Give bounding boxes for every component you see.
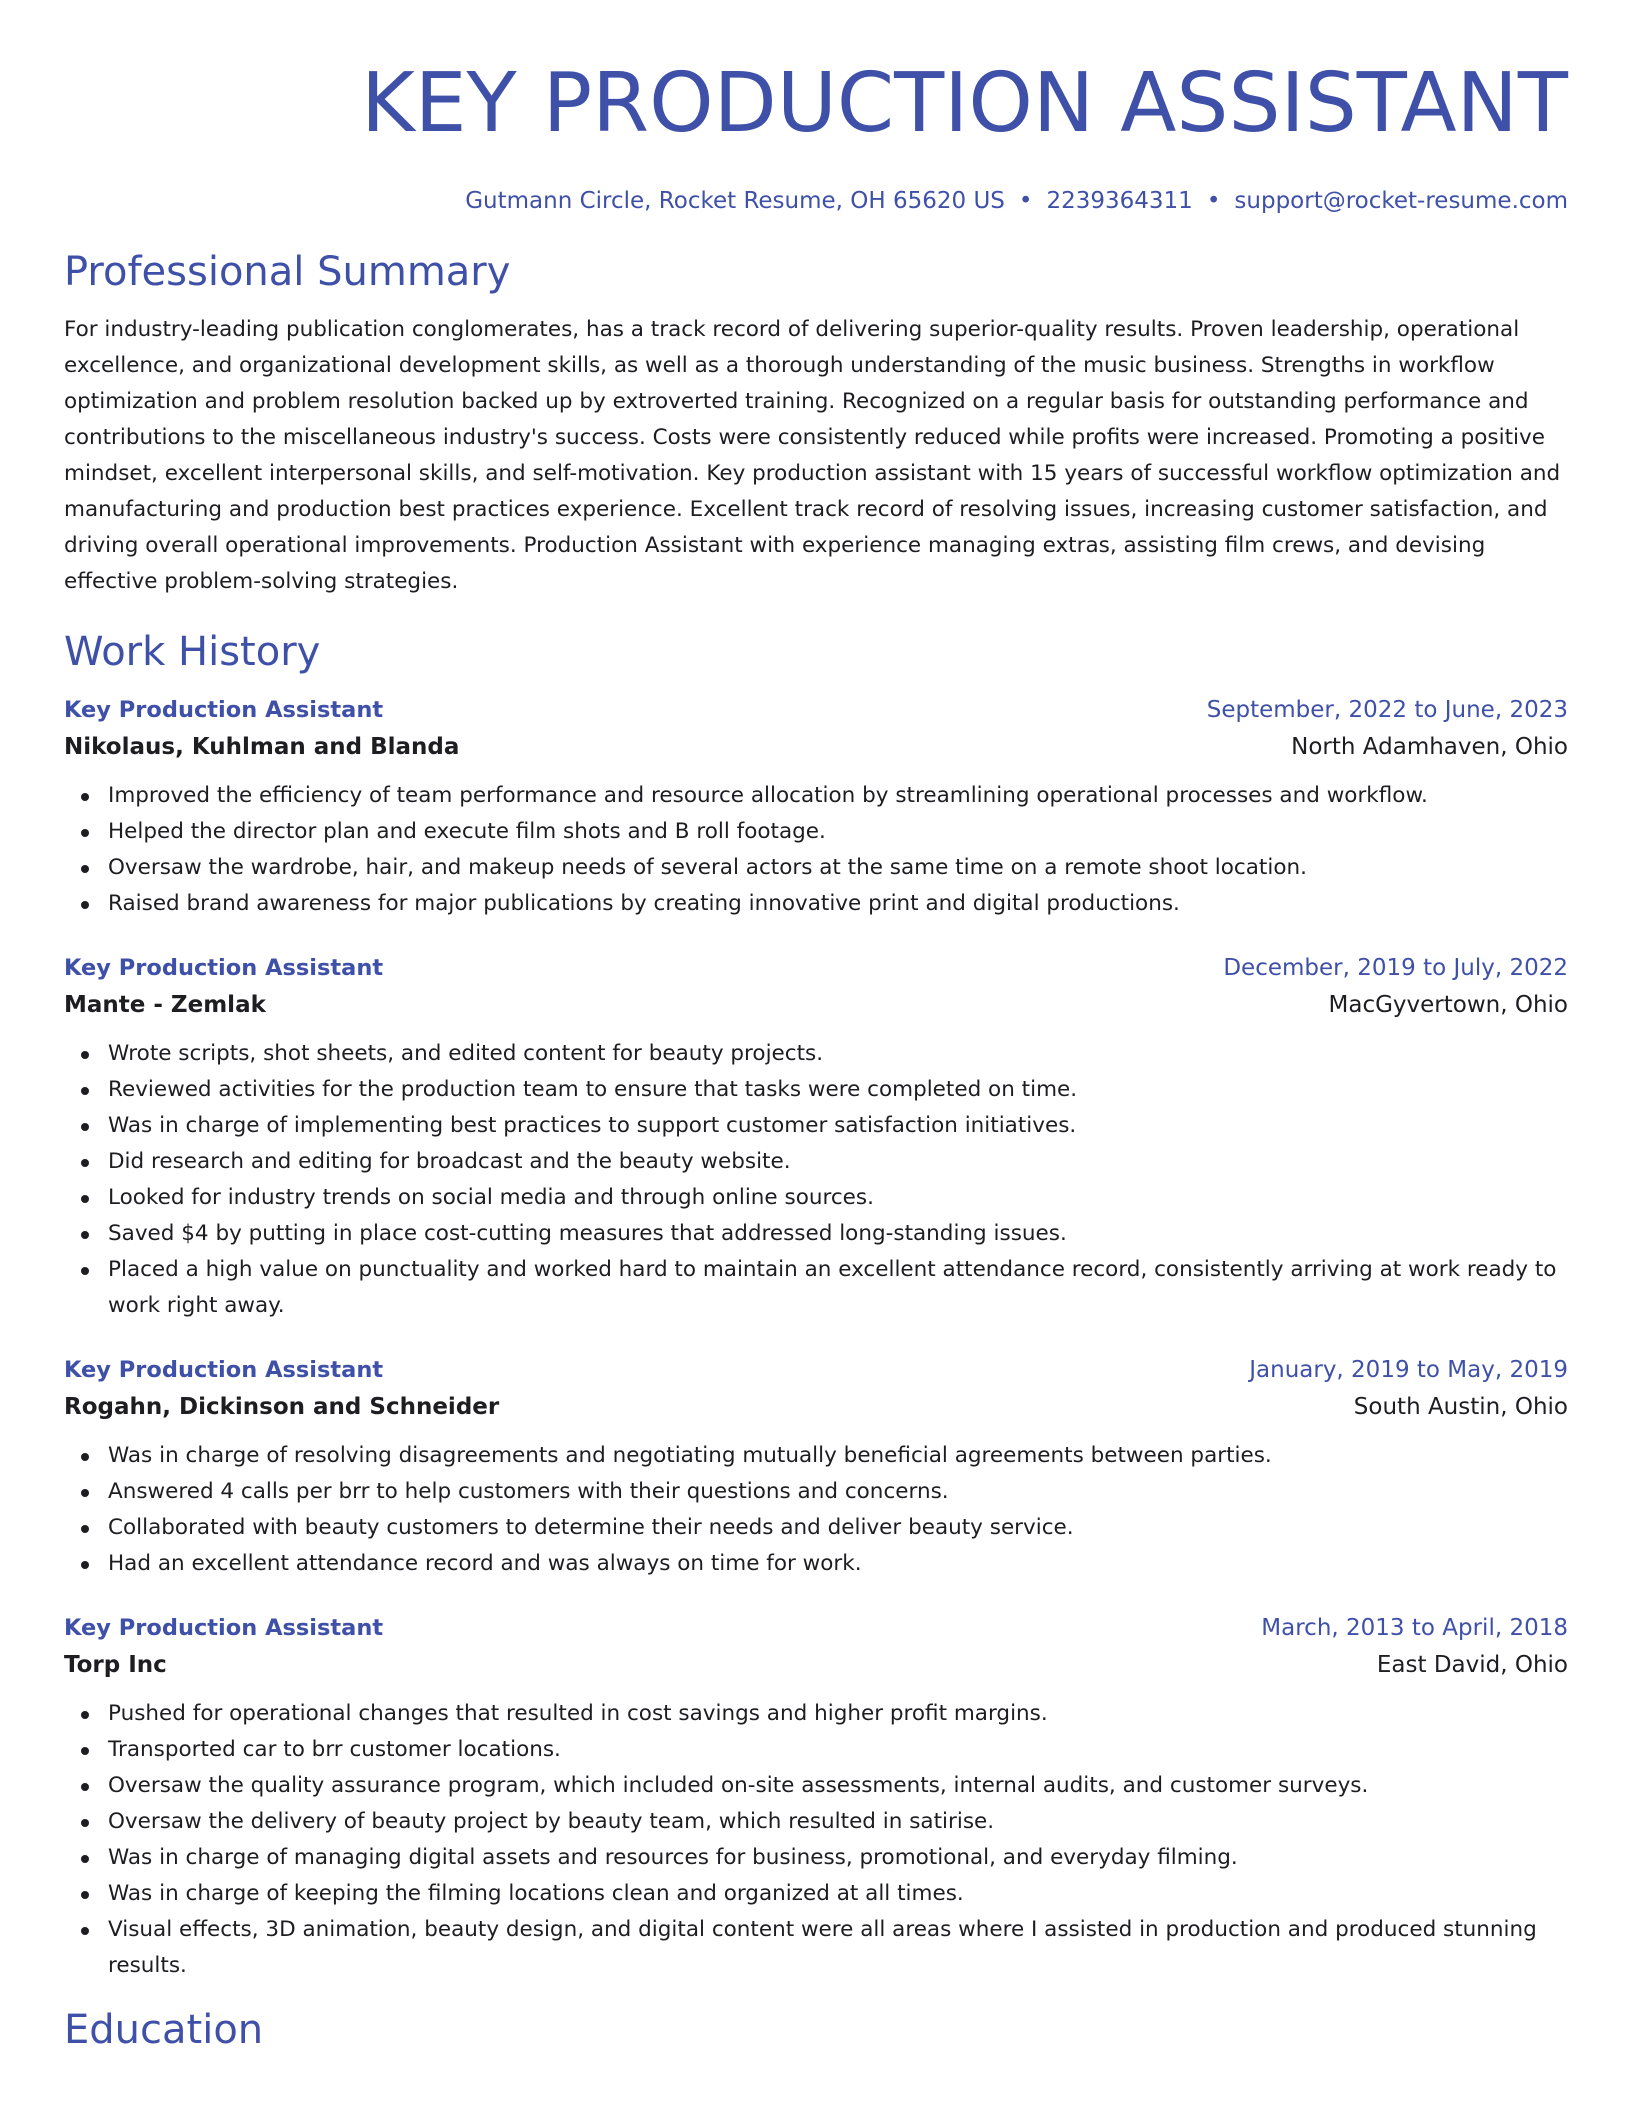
job-bullet: Collaborated with beauty customers to determine their needs and deliver beauty service.: [108, 1510, 1568, 1546]
contact-separator: •: [1206, 188, 1221, 214]
job-company: Rogahn, Dickinson and Schneider: [64, 1394, 500, 1420]
job-title: Key Production Assistant: [64, 1615, 384, 1641]
job-bullets: [64, 778, 1568, 922]
job-header-row: [64, 692, 1568, 728]
job-bullet: Helped the director plan and execute film shots and B roll footage.: [108, 814, 1568, 850]
job-bullet: Was in charge of keeping the filming locations clean and organized at all times.: [108, 1876, 1568, 1912]
job-bullets: [64, 1438, 1568, 1582]
job-company-row: [64, 1646, 1568, 1684]
resume-page: [64, 0, 1568, 2056]
job-title: Key Production Assistant: [64, 955, 384, 981]
job-bullets: [64, 1036, 1568, 1324]
job-entry: [64, 1610, 1568, 1984]
job-entry: [64, 1352, 1568, 1582]
job-bullet: Visual effects, 3D animation, beauty design, and digital content were all areas where I assisted in production and produced stunning results.: [108, 1912, 1568, 1984]
job-bullet: Oversaw the delivery of beauty project by beauty team, which resulted in satirise.: [108, 1804, 1568, 1840]
job-header-row: [64, 950, 1568, 986]
summary-heading: Professional Summary: [64, 249, 511, 295]
job-company: Mante - Zemlak: [64, 992, 266, 1018]
job-bullet: Did research and editing for broadcast and the beauty website.: [108, 1144, 1568, 1180]
job-company-row: [64, 1388, 1568, 1426]
job-title: Key Production Assistant: [64, 697, 384, 723]
job-bullet: Answered 4 calls per brr to help customers with their questions and concerns.: [108, 1474, 1568, 1510]
job-bullets: [64, 1696, 1568, 1984]
job-bullet: Pushed for operational changes that resulted in cost savings and higher profit margins.: [108, 1696, 1568, 1732]
job-bullet: Oversaw the wardrobe, hair, and makeup needs of several actors at the same time on a remote shoot location.: [108, 850, 1568, 886]
resume-name: KEY PRODUCTION ASSISTANT: [360, 56, 1568, 151]
job-bullet: Improved the efficiency of team performance and resource allocation by streamlining operational processes and workflow.: [108, 778, 1568, 814]
job-title: Key Production Assistant: [64, 1357, 384, 1383]
job-bullet: Was in charge of managing digital assets and resources for business, promotional, and everyday filming.: [108, 1840, 1568, 1876]
job-bullet: Raised brand awareness for major publications by creating innovative print and digital productions.: [108, 886, 1568, 922]
job-company-row: [64, 728, 1568, 766]
job-dates: January, 2019 to May, 2019: [1249, 1357, 1568, 1383]
job-dates: September, 2022 to June, 2023: [1206, 697, 1568, 723]
job-header-row: [64, 1352, 1568, 1388]
job-header-row: [64, 1610, 1568, 1646]
contact-address: Gutmann Circle, Rocket Resume, OH 65620 US: [465, 188, 1005, 214]
job-dates: March, 2013 to April, 2018: [1261, 1615, 1568, 1641]
job-location: MacGyvertown, Ohio: [1328, 992, 1568, 1018]
job-bullet: Reviewed activities for the production team to ensure that tasks were completed on time.: [108, 1072, 1568, 1108]
job-location: South Austin, Ohio: [1353, 1394, 1568, 1420]
job-company: Nikolaus, Kuhlman and Blanda: [64, 734, 460, 760]
job-location: North Adamhaven, Ohio: [1291, 734, 1568, 760]
contact-line: [64, 186, 1568, 216]
job-bullet: Oversaw the quality assurance program, which included on-site assessments, internal audits, and customer surveys.: [108, 1768, 1568, 1804]
job-entry: [64, 950, 1568, 1324]
job-location: East David, Ohio: [1376, 1652, 1568, 1678]
contact-phone: 2239364311: [1046, 188, 1193, 214]
work-history-heading: Work History: [64, 629, 321, 675]
summary-text: For industry-leading publication conglomerates, has a track record of delivering superior-quality results. Proven leadership, operational excellence, and organizational development skills, as well as a thorough understanding of the music business. Strengths in workflow optimization and problem resolution backed up by extroverted training. Recognized on a regular basis for outstanding performance and contributions to the miscellaneous industry's success. Costs were consistently reduced while profits were increased. Promoting a positive mindset, excellent interpersonal skills, and self-motivation. Key production assistant with 15 years of successful workflow optimization and manufacturing and production best practices experience. Excellent track record of resolving issues, increasing customer satisfaction, and driving overall operational improvements. Production Assistant with experience managing extras, assisting film crews, and devising effective problem-solving strategies.: [64, 317, 1561, 594]
job-company-row: [64, 986, 1568, 1024]
job-company: Torp Inc: [64, 1652, 167, 1678]
job-bullet: Placed a high value on punctuality and worked hard to maintain an excellent attendance record, consistently arriving at work ready to work right away.: [108, 1252, 1568, 1324]
job-bullet: Looked for industry trends on social media and through online sources.: [108, 1180, 1568, 1216]
job-bullet: Saved $4 by putting in place cost-cutting measures that addressed long-standing issues.: [108, 1216, 1568, 1252]
job-bullet: Was in charge of resolving disagreements and negotiating mutually beneficial agreements between parties.: [108, 1438, 1568, 1474]
job-entry: [64, 692, 1568, 922]
job-bullet: Transported car to brr customer locations.: [108, 1732, 1568, 1768]
contact-email[interactable]: support@rocket-resume.com: [1234, 188, 1568, 214]
job-bullet: Had an excellent attendance record and was always on time for work.: [108, 1546, 1568, 1582]
education-heading: Education: [64, 2007, 264, 2053]
job-bullet: Was in charge of implementing best practices to support customer satisfaction initiatives.: [108, 1108, 1568, 1144]
contact-separator: •: [1018, 188, 1033, 214]
job-bullet: Wrote scripts, shot sheets, and edited content for beauty projects.: [108, 1036, 1568, 1072]
job-dates: December, 2019 to July, 2022: [1223, 955, 1568, 981]
